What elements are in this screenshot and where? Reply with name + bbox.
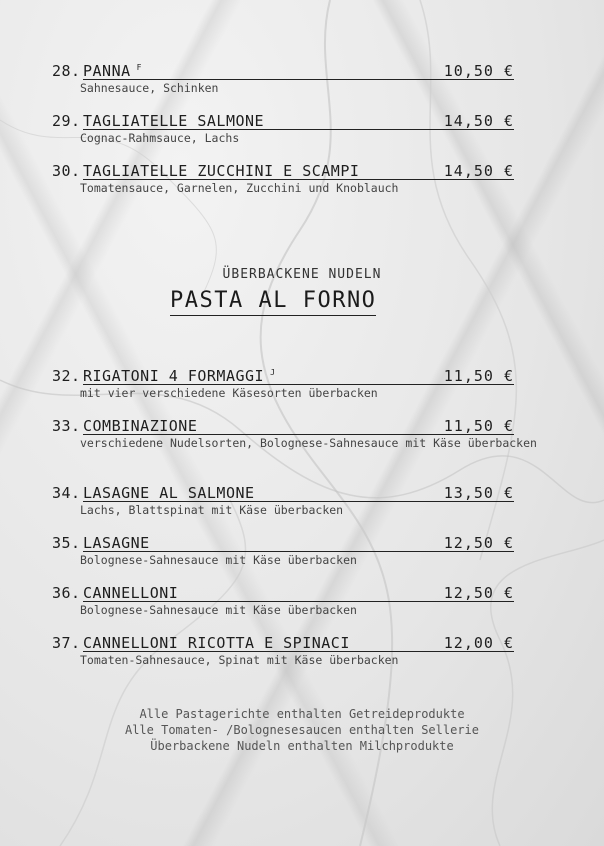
item-number: 35. [52,534,81,552]
item-price: 12,00 € [443,634,514,652]
item-name: CANNELLONI [83,584,179,602]
item-number: 33. [52,417,81,435]
item-description: verschiedene Nudelsorten, Bolognese-Sahnesauce mit Käse überbacken [80,436,537,450]
item-price: 14,50 € [443,162,514,180]
item-number: 37. [52,634,81,652]
note-line: Alle Tomaten- /Bolognesesaucen enthalten Sellerie [124,723,479,737]
item-number: 32. [52,367,81,385]
item-description: Tomaten-Sahnesauce, Spinat mit Käse überbacken [80,653,399,667]
allergen-code: J [270,368,275,377]
item-name: COMBINAZIONE [83,417,198,435]
item-description: Bolognese-Sahnesauce mit Käse überbacken [80,603,357,617]
item-price: 11,50 € [443,417,514,435]
item-description: Tomatensauce, Garnelen, Zucchini und Knoblauch [80,181,399,195]
item-name: LASAGNE [83,534,150,552]
item-name: CANNELLONI RICOTTA E SPINACI [83,634,350,652]
item-name: RIGATONI 4 FORMAGGI $^J$ [83,367,275,385]
item-price: 11,50 € [443,367,514,385]
item-description: Bolognese-Sahnesauce mit Käse überbacken [80,553,357,567]
section-subtitle: ÜBERBACKENE NUDELN [222,267,382,282]
item-name: TAGLIATELLE ZUCCHINI E SCAMPI [83,162,360,180]
item-number: 28. [52,62,81,80]
item-name: PANNA $^F$ [83,62,142,80]
item-number: 29. [52,112,81,130]
item-name: TAGLIATELLE SALMONE [83,112,265,130]
allergen-notes [0,706,604,754]
item-price: 13,50 € [443,484,514,502]
item-price: 12,50 € [443,584,514,602]
item-name: LASAGNE AL SALMONE [83,484,255,502]
item-number: 30. [52,162,81,180]
item-description: mit vier verschiedene Käsesorten überbacken [80,386,378,400]
item-description: Lachs, Blattspinat mit Käse überbacken [80,503,344,517]
note-line: Alle Pastagerichte enthalten Getreideprodukte [139,707,465,721]
item-description: Sahnesauce, Schinken [80,81,219,95]
item-description: Cognac-Rahmsauce, Lachs [80,131,240,145]
allergen-code: F [136,63,142,72]
item-number: 34. [52,484,81,502]
item-number: 36. [52,584,81,602]
item-price: 12,50 € [443,534,514,552]
note-line: Überbackene Nudeln enthalten Milchprodukte [150,739,454,753]
item-price: 10,50 € [443,62,514,80]
section-title: PASTA AL FORNO [170,288,376,316]
item-price: 14,50 € [443,112,514,130]
